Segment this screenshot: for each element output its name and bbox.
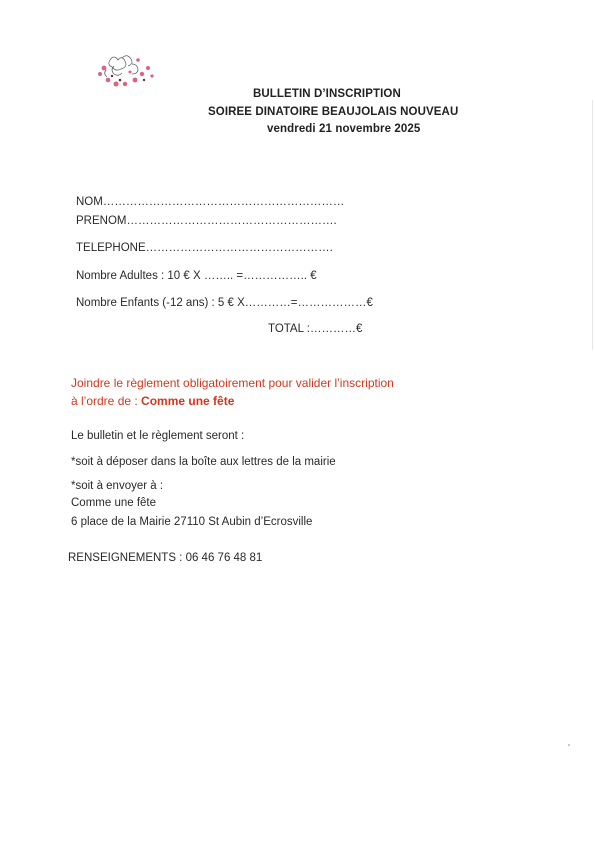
address-line: 6 place de la Mairie 27110 St Aubin d’Ecrosville [71,516,313,528]
prenom-field[interactable]: PRENOM………………………………………………. [76,215,337,227]
header-title: BULLETIN D’INSCRIPTION [253,88,401,100]
header-date: vendredi 21 novembre 2025 [267,123,421,135]
total-field[interactable]: TOTAL :…………€ [268,323,363,335]
payment-order [71,394,234,408]
option-send: *soit à envoyer à : [71,480,164,492]
payment-order-prefix: à l’ordre de : [71,394,142,408]
scan-edge-line [592,100,593,350]
header-event: SOIREE DINATOIRE BEAUJOLAIS NOUVEAU [208,106,459,118]
instructions-intro: Le bulletin et le règlement seront : [71,430,245,442]
payment-notice: Joindre le règlement obligatoirement pour valider l’inscription [71,376,394,390]
option-mailbox: *soit à déposer dans la boîte aux lettres de la mairie [71,456,336,468]
scan-speck [568,744,570,746]
telephone-field[interactable]: TELEPHONE…………………………………………. [76,242,333,254]
payee-name: Comme une fête [141,394,235,408]
flower-sketch-icon [92,50,162,92]
contact-info: RENSEIGNEMENTS : 06 46 76 48 81 [68,552,263,564]
enfants-field[interactable]: Nombre Enfants (-12 ans) : 5 € X…………=………………€ [76,297,373,309]
adultes-field[interactable]: Nombre Adultes : 10 € X …….. =…………….. € [76,270,317,282]
nom-field[interactable]: NOM……………………………………………………… [76,196,345,208]
address-name: Comme une fête [71,497,157,509]
